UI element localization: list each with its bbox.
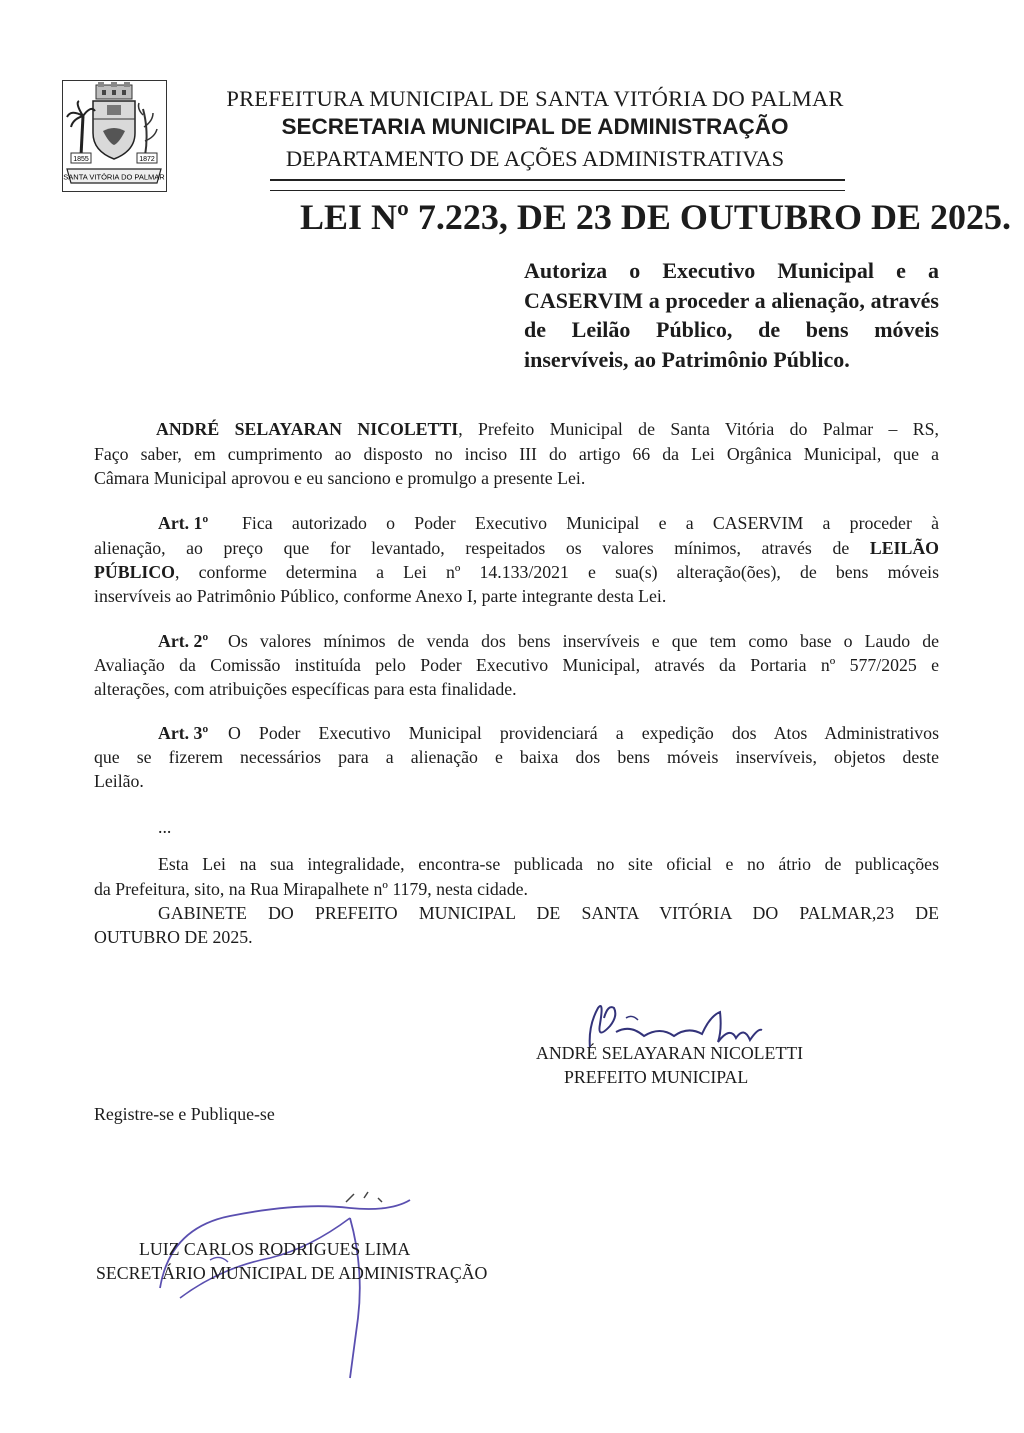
- mayor-name-bold: ANDRÉ SELAYARAN NICOLETTI: [156, 419, 459, 439]
- art-1-line-1: [158, 512, 939, 534]
- art-2-line-2: Avaliação da Comissão instituída pelo Poder Executivo Municipal, através da Portaria nº 577/2025 e: [94, 655, 939, 675]
- header-secretaria: SECRETARIA MUNICIPAL DE ADMINISTRAÇÃO: [281, 114, 789, 139]
- closing-line-1: Esta Lei na sua integralidade, encontra-se publicada no site oficial e no átrio de publicações: [158, 854, 939, 874]
- art-3-line-1: [158, 722, 939, 744]
- art-3-label: Art. 3º: [158, 723, 209, 743]
- art-3-line-2: que se fizerem necessários para a alienação e baixa dos bens móveis inservíveis, objetos deste: [94, 747, 939, 767]
- secretary-signature-icon: [150, 1188, 430, 1388]
- preamble-line-3: Câmara Municipal aprovou e eu sanciono e promulgo a presente Lei.: [94, 468, 586, 488]
- art-3-line-3: Leilão.: [94, 771, 144, 791]
- art-1-leilao-bold: LEILÃO: [869, 538, 939, 558]
- art-2-line-3: alterações, com atribuições específicas para esta finalidade.: [94, 679, 517, 699]
- art-1-line-2: [94, 537, 939, 559]
- art-1-line-3-text: , conforme determina a Lei nº 14.133/2021 e sua(s) alteração(ões), de bens móveis: [175, 562, 939, 582]
- art-2-label: Art. 2º: [158, 631, 209, 651]
- preamble-line-1: [94, 418, 939, 440]
- art-3-line-1-text: O Poder Executivo Municipal providenciará a expedição dos Atos Administrativos: [228, 723, 939, 743]
- law-ementa: Autoriza o Executivo Municipal e a CASERVIM a proceder a alienação, através de Leilão Público, de bens móveis inservíveis, ao Patrimônio Público.: [524, 258, 939, 372]
- secretary-name: LUIZ CARLOS RODRIGUES LIMA: [139, 1239, 411, 1259]
- crest-year-right: 1872: [139, 156, 155, 163]
- header-divider-thick: [270, 179, 845, 181]
- closing-line-4: OUTUBRO DE 2025.: [94, 927, 253, 947]
- preamble-line-2: Faço saber, em cumprimento ao disposto no inciso III do artigo 66 da Lei Orgânica Municipal, que a: [94, 444, 939, 464]
- header-departamento: DEPARTAMENTO DE AÇÕES ADMINISTRATIVAS: [285, 146, 785, 171]
- secretary-title: SECRETÁRIO MUNICIPAL DE ADMINISTRAÇÃO: [96, 1263, 488, 1283]
- register-publish: Registre-se e Publique-se: [94, 1104, 275, 1124]
- crest-inscription: SANTA VITÓRIA DO PALMAR: [63, 172, 165, 182]
- preamble-line-1-text: , Prefeito Municipal de Santa Vitória do Palmar – RS,: [458, 419, 939, 439]
- art-1-label: Art. 1º: [158, 513, 209, 533]
- art-1-line-4: inservíveis ao Patrimônio Público, conforme Anexo I, parte integrante desta Lei.: [94, 586, 667, 606]
- municipal-crest: [62, 80, 167, 192]
- closing-line-3: GABINETE DO PREFEITO MUNICIPAL DE SANTA VITÓRIA DO PALMAR,23 DE: [158, 903, 939, 923]
- art-2-line-1: [158, 630, 939, 652]
- law-title: LEI Nº 7.223, DE 23 DE OUTUBRO DE 2025.: [300, 197, 1011, 237]
- ellipsis: ...: [158, 817, 172, 837]
- closing-line-2: da Prefeitura, sito, na Rua Mirapalhete nº 1179, nesta cidade.: [94, 879, 528, 899]
- mayor-title: PREFEITO MUNICIPAL: [564, 1067, 749, 1087]
- art-1-publico-bold: PÚBLICO: [94, 562, 176, 582]
- art-2-line-1-text: Os valores mínimos de venda dos bens inservíveis e que tem como base o Laudo de: [228, 631, 939, 651]
- art-1-line-1-text: Fica autorizado o Poder Executivo Municipal e a CASERVIM a proceder à: [242, 513, 939, 533]
- header-divider-thin: [270, 190, 845, 191]
- crest-year-left: 1855: [73, 156, 89, 163]
- art-1-line-3: [94, 561, 939, 583]
- header-prefeitura: PREFEITURA MUNICIPAL DE SANTA VITÓRIA DO PALMAR: [226, 86, 844, 111]
- art-1-line-2-text: alienação, ao preço que for levantado, respeitados os valores mínimos, através de: [94, 538, 850, 558]
- coat-of-arms-icon: [63, 81, 165, 190]
- mayor-name: ANDRÉ SELAYARAN NICOLETTI: [536, 1043, 804, 1063]
